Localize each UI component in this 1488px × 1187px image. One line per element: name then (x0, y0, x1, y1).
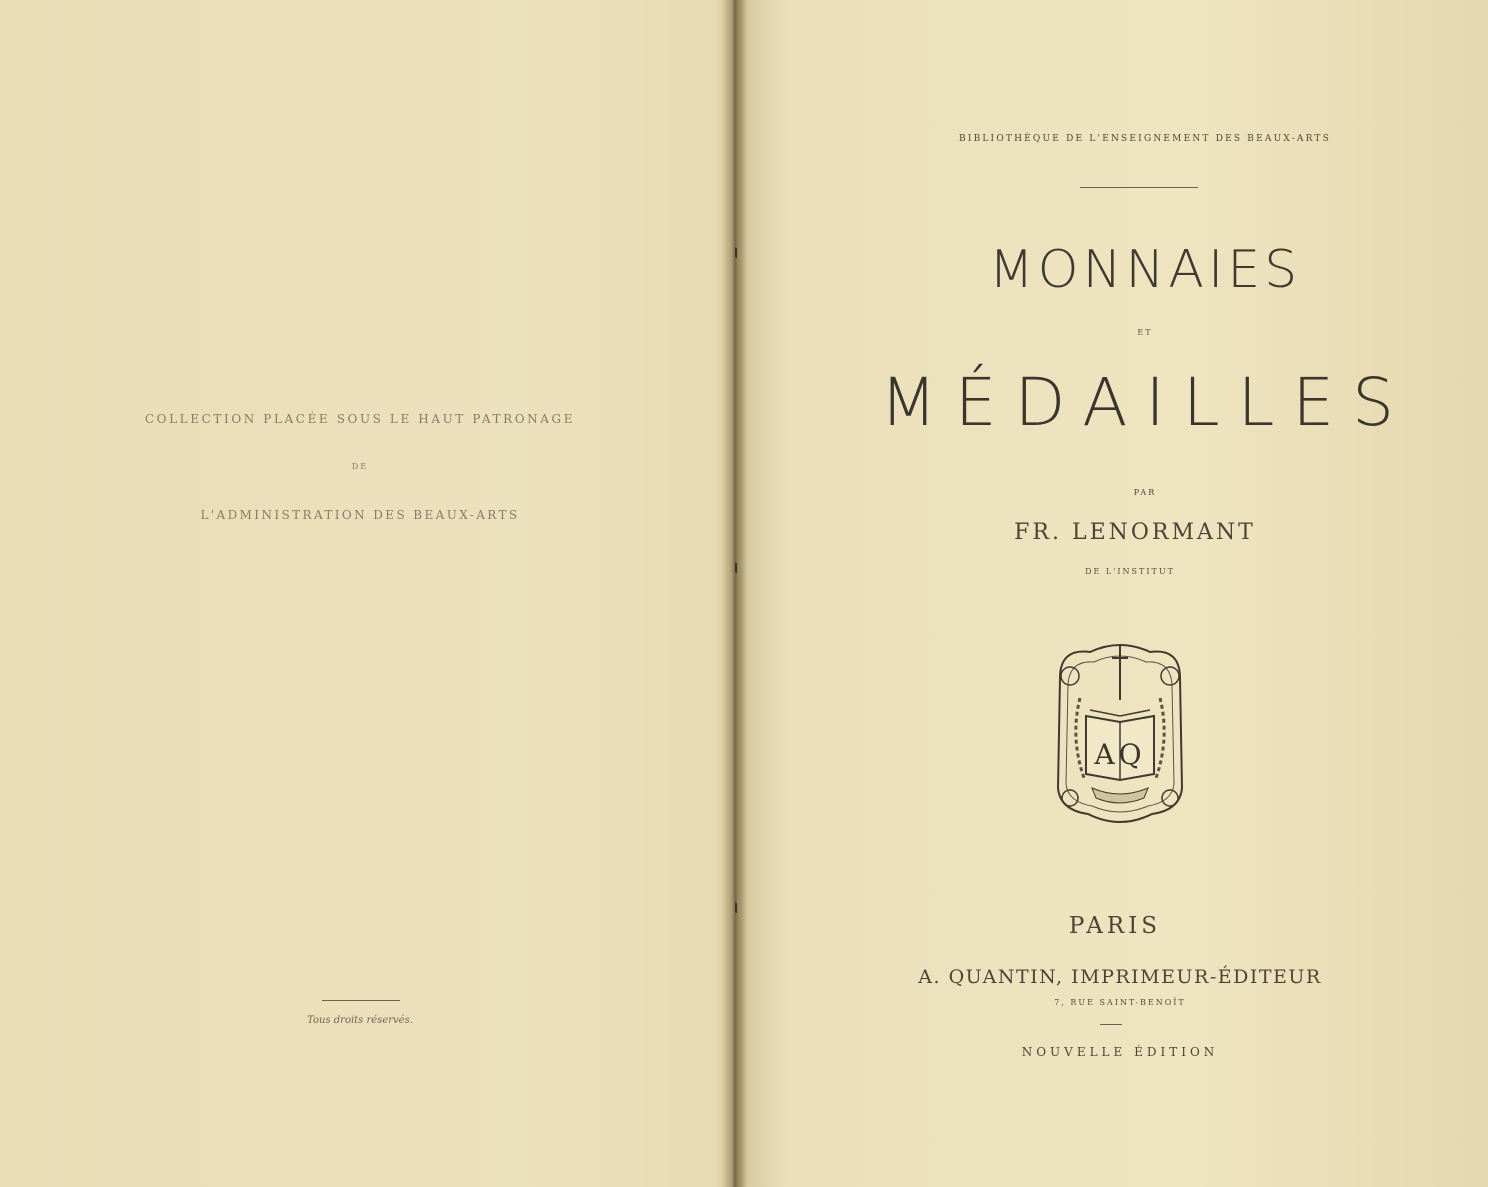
author-affiliation: DE L'INSTITUT (1085, 567, 1175, 576)
left-page (0, 0, 728, 1187)
series-divider (1080, 187, 1198, 188)
emblem-letters: AQ (1094, 738, 1146, 771)
series-title: BIBLIOTHÈQUE DE L'ENSEIGNEMENT DES BEAUX-ARTS (959, 134, 1331, 144)
rights-notice: Tous droits réservés. (307, 1015, 413, 1026)
title-monnaies: MONNAIES (988, 240, 1302, 300)
publisher-emblem-icon (1040, 638, 1200, 833)
title-medailles: MÉDAILLES (879, 364, 1413, 441)
author-name: FR. LENORMANT (1014, 520, 1256, 545)
collection-de: DE (351, 462, 369, 471)
publisher-name: A. QUANTIN, IMPRIMEUR-ÉDITEUR (918, 966, 1322, 988)
address-divider (1100, 1024, 1122, 1025)
collection-administration-line: L'ADMINISTRATION DES BEAUX-ARTS (200, 508, 520, 522)
publication-city: PARIS (1068, 913, 1162, 939)
publisher-address: 7, RUE SAINT-BENOÎT (1054, 998, 1186, 1007)
rights-divider (322, 1000, 400, 1001)
collection-patronage-line: COLLECTION PLACÉE SOUS LE HAUT PATRONAGE (144, 412, 576, 426)
right-page (740, 0, 1488, 1187)
edition-label: NOUVELLE ÉDITION (1021, 1045, 1219, 1059)
title-et: ET (1137, 328, 1153, 337)
by-label: PAR (1133, 488, 1157, 497)
